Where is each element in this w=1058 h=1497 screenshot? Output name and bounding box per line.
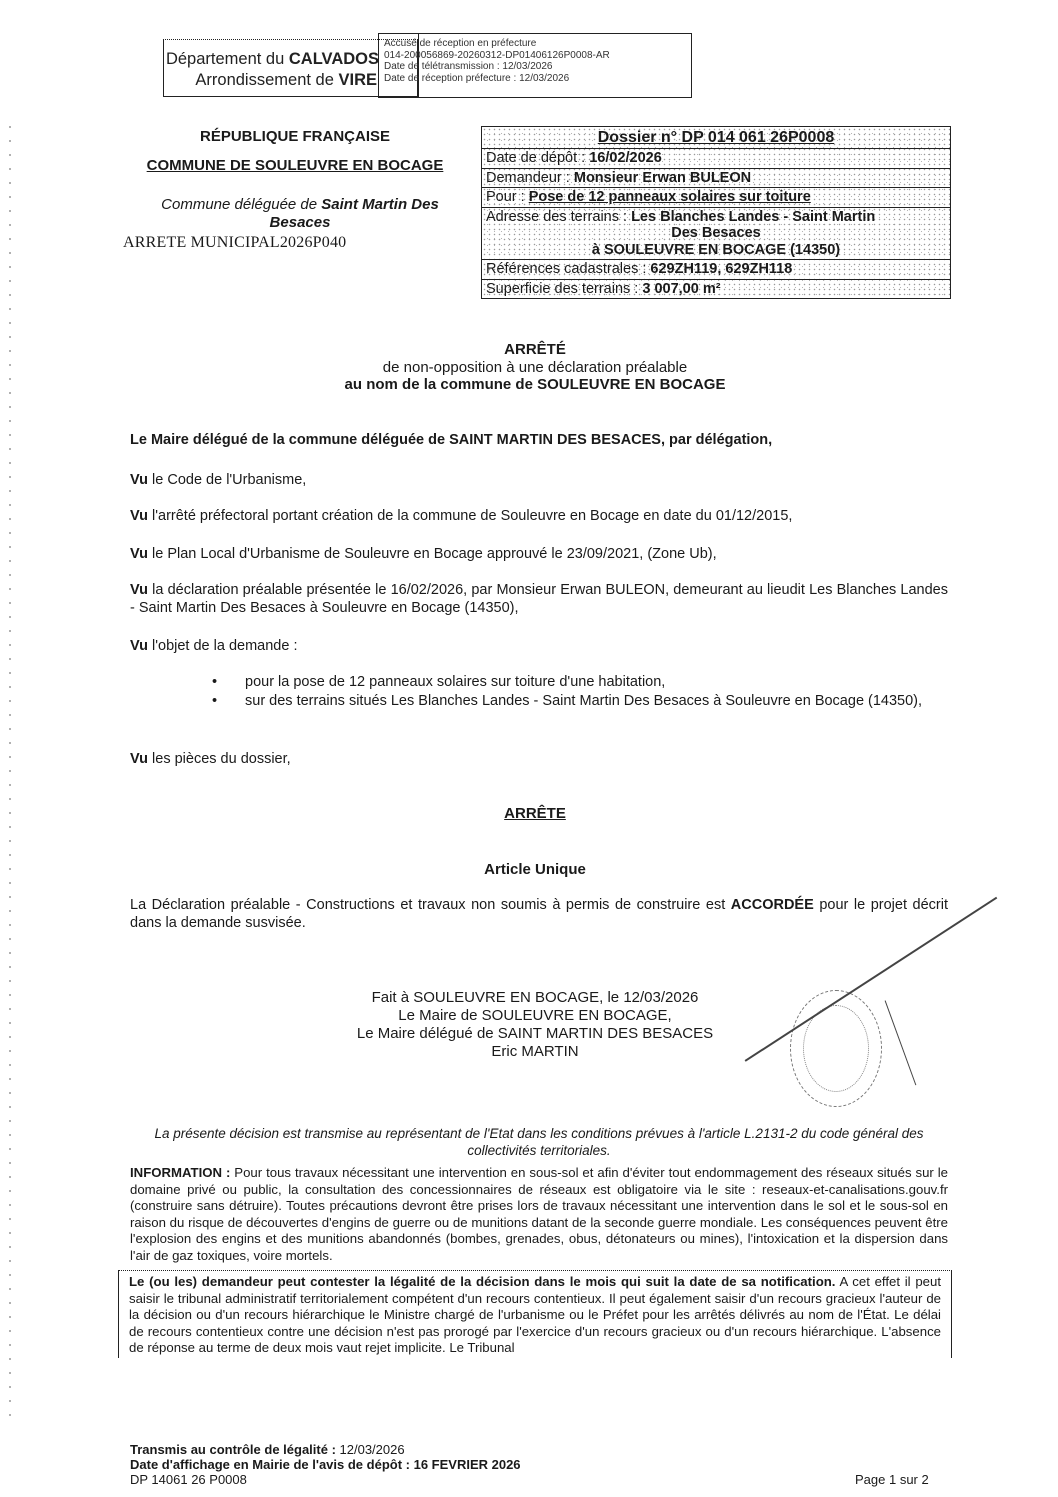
dossier-superficie: Superficie des terrains : 3 007,00 m²	[486, 280, 721, 297]
dossier-adresse: Adresse des terrains : Les Blanches Landes - Saint Martin Des Besaces à SOULEUVRE EN BOCAGE (14350)	[482, 208, 950, 261]
arrete-number: ARRETE MUNICIPAL2026P040	[123, 234, 347, 251]
objet-list	[212, 673, 948, 711]
handwritten-signature-stroke	[884, 1000, 916, 1085]
arrete-subtitle: de non-opposition à une déclaration préalable	[382, 359, 688, 376]
vu-code-urbanisme: Vu le Code de l'Urbanisme,	[130, 472, 307, 488]
signature-block: Fait à SOULEUVRE EN BOCAGE, le 12/03/2026 Le Maire de SOULEUVRE EN BOCAGE, Le Maire délégué de SAINT MARTIN DES BESACES Eric MARTIN	[356, 989, 714, 1060]
article-unique-heading: Article Unique	[484, 861, 586, 878]
decision-text: La Déclaration préalable - Constructions et travaux non soumis à permis de construire est ACCORDÉE pour le projet décrit dans la demande susvisée.	[130, 897, 948, 931]
information-paragraph: INFORMATION : Pour tous travaux nécessitant une intervention en sous-sol et afin d'éviter tout endommagement des réseaux situés sur le domaine privé ou public, la consultation des concessionnaires de réseaux est obligatoire via le site : reseaux-et-canalisations.gouv.fr (construire sans détruire). Toutes précautions devront être prises lors de travaux nécessitant une intervention dans le sol et le sous-sol en raison du risque de découvertes d'engins de guerre ou de munitions datant de la seconde guerre mondiale. Les conséquences peuvent être l'explosion des engins et des munitions abandonnés (bombes, grenades, obus, détonateurs ou mines), l'intoxication et la dispersion dans l'air de gaz toxiques, voire mortels.	[130, 1165, 948, 1263]
maire-statement: Le Maire délégué de la commune déléguée de SAINT MARTIN DES BESACES, par délégation,	[130, 432, 773, 448]
republique-heading: RÉPUBLIQUE FRANÇAISE	[199, 128, 390, 145]
transmission-notice: La présente décision est transmise au représentant de l'Etat dans les conditions prévues à l'article L.2131-2 du code général des collectivités territoriales.	[154, 1126, 924, 1158]
footer-reference: DP 14061 26 P0008	[130, 1472, 247, 1487]
vu-arrete-prefectoral: Vu l'arrêté préfectoral portant création de la commune de Souleuvre en Bocage en date du 01/12/2015,	[130, 508, 793, 524]
commune-heading: COMMUNE DE SOULEUVRE EN BOCAGE	[146, 157, 444, 174]
vu-declaration: Vu la déclaration préalable présentée le 16/02/2026, par Monsieur Erwan BULEON, demeurant au lieudit Les Blanches Landes - Saint Martin Des Besaces à Souleuvre en Bocage (14350),	[130, 582, 948, 616]
dossier-title: Dossier n° DP 014 061 26P0008	[482, 127, 950, 149]
arrete-title: ARRÊTÉ	[504, 341, 566, 358]
departement-line: Département du CALVADOS	[165, 50, 379, 68]
arrondissement-line: Arrondissement de VIRE	[195, 71, 377, 89]
scan-margin-marks	[8, 120, 12, 1420]
vu-pieces: Vu les pièces du dossier,	[130, 751, 291, 767]
commune-deleguee: Commune déléguée de Saint Martin Des Besaces	[161, 196, 439, 231]
vu-plu: Vu le Plan Local d'Urbanisme de Souleuvre en Bocage approuvé le 23/09/2021, (Zone Ub),	[130, 546, 717, 562]
footer	[130, 1442, 521, 1487]
footer-transmis: Transmis au contrôle de légalité : 12/03/2026	[130, 1442, 405, 1457]
accuse-reception-text: Accusé de réception en préfecture 014-200056869-20260312-DP01406126P0008-AR Date de télétransmission : 12/03/2026 Date de réception préfecture : 12/03/2026	[384, 38, 610, 84]
dossier-info-box	[481, 126, 951, 299]
dossier-pour: Pour : Pose de 12 panneaux solaires sur toiture	[482, 188, 950, 208]
footer-affichage: Date d'affichage en Mairie de l'avis de dépôt : 16 FEVRIER 2026	[130, 1457, 521, 1472]
vu-objet: Vu l'objet de la demande :	[130, 638, 298, 654]
arrete-heading: ARRÊTE	[504, 805, 566, 822]
dossier-demandeur: Demandeur : Monsieur Erwan BULEON	[482, 169, 950, 189]
recours-box: Le (ou les) demandeur peut contester la légalité de la décision dans le mois qui suit la date de sa notification. A cet effet il peut saisir le tribunal administratif territorialement compétent d'un recours contentieux. Il peut également saisir d'un recours gracieux l'auteur de la décision ou d'un recours hiérarchique le Ministre chargé de l'urbanisme ou le Préfet pour les arrêtés délivrés au nom de l'État. Le délai de recours contentieux contre une décision n'est pas prorogé par l'exercice d'un recours gracieux ou d'un recours hiérarchique. L'absence de réponse au terme de deux mois vaut rejet implicite. Le Tribunal	[118, 1270, 952, 1358]
page-number: Page 1 sur 2	[855, 1472, 929, 1487]
official-seal-inner-icon	[803, 1005, 869, 1092]
list-item: • pour la pose de 12 panneaux solaires sur toiture d'une habitation,	[212, 673, 948, 692]
list-item: • sur des terrains situés Les Blanches Landes - Saint Martin Des Besaces à Souleuvre en Bocage (14350),	[212, 692, 948, 711]
dossier-references: Références cadastrales : 629ZH119, 629ZH118	[482, 260, 950, 280]
dossier-date-depot: Date de dépôt : 16/02/2026	[482, 149, 950, 169]
arrete-subtitle-commune: au nom de la commune de SOULEUVRE EN BOCAGE	[344, 376, 726, 393]
